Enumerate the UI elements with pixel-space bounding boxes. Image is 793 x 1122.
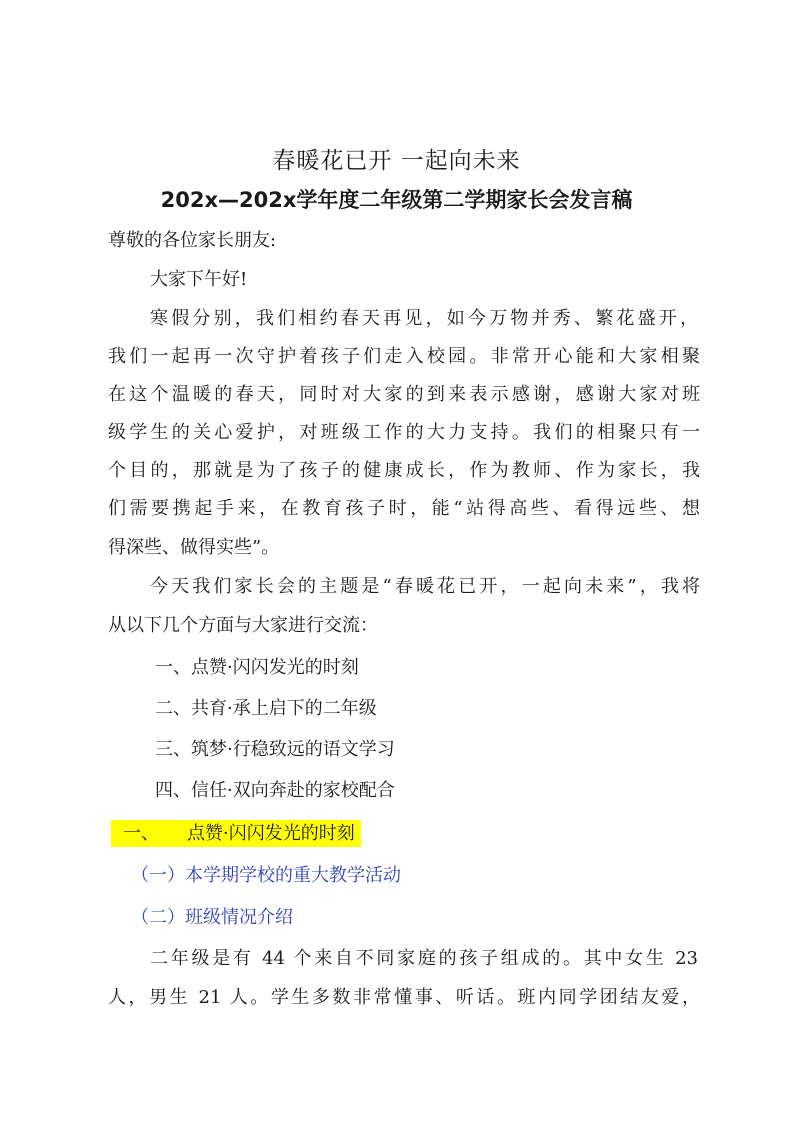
section-number: 一、 [123,823,159,844]
paragraph-line: 级学生的关心爱护，对班级工作的大力支持。我们的相聚只有一 [108,422,700,443]
outline-item: 二、共育·承上启下的二年级 [155,698,377,719]
paragraph-line: 我们一起再一次守护着孩子们走入校园。非常开心能和大家相聚 [108,346,700,367]
salutation: 尊敬的各位家长朋友: [108,230,277,251]
paragraph-line: 人，男生 21 人。学生多数非常懂事、听话。班内同学团结友爱， [108,987,700,1008]
paragraph-line: 寒假分别，我们相约春天再见，如今万物并秀、繁花盛开， [150,308,698,329]
section-title: 点赞·闪闪发光的时刻 [187,823,355,844]
outline-item: 一、点赞·闪闪发光的时刻 [155,657,359,678]
outline-item: 三、筑梦·行稳致远的语文学习 [155,739,395,760]
greeting: 大家下午好! [150,269,248,290]
document-title: 春暖花已开 一起向未来 [272,148,521,174]
section-heading-highlighted [111,820,361,847]
paragraph-line: 在这个温暖的春天，同时对大家的到来表示感谢，感谢大家对班 [108,384,700,405]
subsection-heading: （二）班级情况介绍 [131,907,293,928]
paragraph-line: 们需要携起手来，在教育孩子时，能“站得高些、看得远些、想 [108,498,700,519]
subsection-heading: （一）本学期学校的重大教学活动 [131,865,401,886]
paragraph-line: 个目的，那就是为了孩子的健康成长，作为教师、作为家长，我 [108,460,700,481]
paragraph-line: 从以下几个方面与大家进行交流： [108,615,378,636]
paragraph-line: 二年级是有 44 个来自不同家庭的孩子组成的。其中女生 23 [150,948,698,969]
paragraph-line: 得深些、做得实些”。 [108,537,280,558]
document-subtitle: 202x—202x学年度二年级第二学期家长会发言稿 [160,188,633,212]
outline-item: 四、信任·双向奔赴的家校配合 [155,780,395,801]
paragraph-line: 今天我们家长会的主题是“春暖花已开，一起向未来”，我将 [150,576,700,597]
